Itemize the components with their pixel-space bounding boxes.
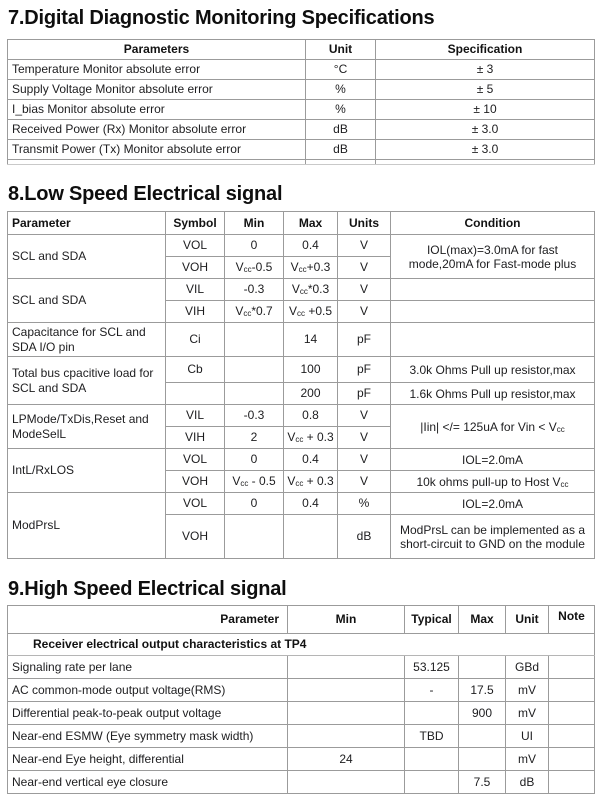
unit-cell: dB <box>306 120 376 140</box>
symbol-cell: VIH <box>166 301 225 323</box>
subsection-label: Receiver electrical output characteristics at TP4 <box>8 634 595 656</box>
spec-cell: ± 3.0 <box>376 140 595 160</box>
min-cell: 2 <box>225 427 284 449</box>
symbol-cell: VOL <box>166 235 225 257</box>
parameter-cell: Total bus cpacitive load for SCL and SDA <box>8 357 166 405</box>
condition-cell: |Iin| </= 125uA for Vin < $V_{cc}$ <box>391 405 595 449</box>
spec-cell: ± 3.0 <box>376 120 595 140</box>
high-speed-table <box>7 605 595 794</box>
min-cell <box>288 702 405 725</box>
clipped-partial-row <box>8 160 595 165</box>
parameter-cell: Supply Voltage Monitor absolute error <box>8 80 306 100</box>
max-cell: 100 <box>284 357 338 383</box>
unit-cell: % <box>306 80 376 100</box>
unit-cell: GBd <box>506 656 549 679</box>
table-row <box>8 80 595 100</box>
symbol-cell: Cb <box>166 357 225 383</box>
min-cell: $V_{cc}*0.7$ <box>225 301 284 323</box>
min-cell <box>288 771 405 794</box>
parameter-cell: Differential peak-to-peak output voltage <box>8 702 288 725</box>
symbol-cell: VOH <box>166 471 225 493</box>
parameter-cell: LPMode/TxDis,Reset and ModeSelL <box>8 405 166 449</box>
section-8-title: 8.Low Speed Electrical signal <box>8 183 283 205</box>
max-cell: 7.5 <box>459 771 506 794</box>
table-row <box>8 60 595 80</box>
col-header-specification: Specification <box>376 40 595 60</box>
table-row <box>8 656 595 679</box>
col-header-parameters: Parameters <box>8 40 306 60</box>
condition-cell: IOL=2.0mA <box>391 493 595 515</box>
unit-cell: dB <box>306 140 376 160</box>
max-cell: 200 <box>284 383 338 405</box>
condition-cell: IOL=2.0mA <box>391 449 595 471</box>
units-cell: dB <box>338 515 391 559</box>
col-header-max: Max <box>459 606 506 634</box>
units-cell: pF <box>338 357 391 383</box>
min-cell <box>288 679 405 702</box>
max-cell: 0.4 <box>284 493 338 515</box>
col-header-min: Min <box>288 606 405 634</box>
unit-cell: mV <box>506 748 549 771</box>
col-header-units: Units <box>338 212 391 235</box>
unit-cell: dB <box>506 771 549 794</box>
units-cell: pF <box>338 383 391 405</box>
unit-cell: % <box>306 100 376 120</box>
empty-cell <box>8 160 306 165</box>
min-cell: $V_{cc} - 0.5$ <box>225 471 284 493</box>
table-subheader-row <box>8 634 595 656</box>
col-header-symbol: Symbol <box>166 212 225 235</box>
max-cell <box>459 725 506 748</box>
max-cell: 14 <box>284 323 338 357</box>
min-cell <box>225 515 284 559</box>
parameter-cell: Capacitance for SCL and SDA I/O pin <box>8 323 166 357</box>
condition-cell <box>391 279 595 301</box>
note-cell <box>549 656 595 679</box>
parameter-cell: Signaling rate per lane <box>8 656 288 679</box>
table-header-row <box>8 40 595 60</box>
col-header-condition: Condition <box>391 212 595 235</box>
table-row <box>8 140 595 160</box>
table-row <box>8 120 595 140</box>
max-cell: 0.4 <box>284 235 338 257</box>
table-row <box>8 357 595 383</box>
units-cell: V <box>338 427 391 449</box>
table-row <box>8 323 595 357</box>
symbol-cell: VOH <box>166 257 225 279</box>
parameter-cell: SCL and SDA <box>8 279 166 323</box>
table-header-row <box>8 606 595 634</box>
unit-cell: mV <box>506 679 549 702</box>
typical-cell: - <box>405 679 459 702</box>
col-header-typical: Typical <box>405 606 459 634</box>
units-cell: pF <box>338 323 391 357</box>
condition-cell: IOL(max)=3.0mA for fast mode,20mA for Fast-mode plus <box>391 235 595 279</box>
table-row <box>8 679 595 702</box>
units-cell: V <box>338 471 391 493</box>
parameter-cell: AC common-mode output voltage(RMS) <box>8 679 288 702</box>
ddm-spec-table <box>7 39 595 165</box>
max-cell: 900 <box>459 702 506 725</box>
parameter-cell: SCL and SDA <box>8 235 166 279</box>
typical-cell <box>405 702 459 725</box>
parameter-cell: Near-end ESMW (Eye symmetry mask width) <box>8 725 288 748</box>
units-cell: V <box>338 279 391 301</box>
col-header-parameter: Parameter <box>8 606 288 634</box>
condition-cell: 10k ohms pull-up to Host $V_{cc}$ <box>391 471 595 493</box>
typical-cell: 53.125 <box>405 656 459 679</box>
parameter-cell: I_bias Monitor absolute error <box>8 100 306 120</box>
col-header-min: Min <box>225 212 284 235</box>
min-cell: 0 <box>225 235 284 257</box>
table-row <box>8 725 595 748</box>
units-cell: V <box>338 257 391 279</box>
section-9-title: 9.High Speed Electrical signal <box>8 578 287 600</box>
max-cell: $V_{cc}+0.3$ <box>284 257 338 279</box>
spec-cell: ± 5 <box>376 80 595 100</box>
col-header-note: Note <box>549 606 595 634</box>
parameter-cell: Received Power (Rx) Monitor absolute error <box>8 120 306 140</box>
table-row <box>8 449 595 471</box>
table-row <box>8 771 595 794</box>
note-cell <box>549 771 595 794</box>
max-cell: $V_{cc}*0.3$ <box>284 279 338 301</box>
parameter-cell: ModPrsL <box>8 493 166 559</box>
units-cell: V <box>338 235 391 257</box>
condition-cell <box>391 323 595 357</box>
spec-cell: ± 10 <box>376 100 595 120</box>
max-cell <box>284 515 338 559</box>
section-7-title: 7.Digital Diagnostic Monitoring Specifications <box>8 7 435 29</box>
table-row <box>8 493 595 515</box>
symbol-cell <box>166 383 225 405</box>
unit-cell: mV <box>506 702 549 725</box>
min-cell <box>225 323 284 357</box>
condition-cell: ModPrsL can be implemented as a short-circuit to GND on the module <box>391 515 595 559</box>
max-cell: $V_{cc} +0.5$ <box>284 301 338 323</box>
table-row <box>8 405 595 427</box>
empty-cell <box>376 160 595 165</box>
min-cell: 0 <box>225 493 284 515</box>
units-cell: V <box>338 405 391 427</box>
note-cell <box>549 748 595 771</box>
parameter-cell: Temperature Monitor absolute error <box>8 60 306 80</box>
note-cell <box>549 702 595 725</box>
condition-cell: 3.0k Ohms Pull up resistor,max <box>391 357 595 383</box>
empty-cell <box>306 160 376 165</box>
unit-cell: UI <box>506 725 549 748</box>
col-header-unit: Unit <box>506 606 549 634</box>
min-cell <box>225 357 284 383</box>
col-header-unit: Unit <box>306 40 376 60</box>
symbol-cell: VOL <box>166 493 225 515</box>
parameter-cell: IntL/RxLOS <box>8 449 166 493</box>
table-row <box>8 235 595 257</box>
max-cell: 0.8 <box>284 405 338 427</box>
min-cell <box>288 725 405 748</box>
table-row <box>8 100 595 120</box>
min-cell: 0 <box>225 449 284 471</box>
min-cell: $V_{cc}-0.5$ <box>225 257 284 279</box>
max-cell: $V_{cc} + 0.3$ <box>284 427 338 449</box>
table-row <box>8 748 595 771</box>
typical-cell <box>405 771 459 794</box>
symbol-cell: VOL <box>166 449 225 471</box>
symbol-cell: VOH <box>166 515 225 559</box>
symbol-cell: VIL <box>166 279 225 301</box>
max-cell <box>459 656 506 679</box>
units-cell: V <box>338 301 391 323</box>
units-cell: % <box>338 493 391 515</box>
table-header-row <box>8 212 595 235</box>
col-header-max: Max <box>284 212 338 235</box>
min-cell: -0.3 <box>225 405 284 427</box>
typical-cell: TBD <box>405 725 459 748</box>
unit-cell: °C <box>306 60 376 80</box>
symbol-cell: VIL <box>166 405 225 427</box>
note-cell <box>549 725 595 748</box>
parameter-cell: Transmit Power (Tx) Monitor absolute error <box>8 140 306 160</box>
min-cell <box>288 656 405 679</box>
max-cell <box>459 748 506 771</box>
condition-cell: 1.6k Ohms Pull up resistor,max <box>391 383 595 405</box>
min-cell: -0.3 <box>225 279 284 301</box>
note-cell <box>549 679 595 702</box>
min-cell: 24 <box>288 748 405 771</box>
typical-cell <box>405 748 459 771</box>
symbol-cell: VIH <box>166 427 225 449</box>
col-header-parameter: Parameter <box>8 212 166 235</box>
parameter-cell: Near-end Eye height, differential <box>8 748 288 771</box>
table-row <box>8 702 595 725</box>
low-speed-table <box>7 211 595 559</box>
parameter-cell: Near-end vertical eye closure <box>8 771 288 794</box>
max-cell: 0.4 <box>284 449 338 471</box>
units-cell: V <box>338 449 391 471</box>
spec-cell: ± 3 <box>376 60 595 80</box>
min-cell <box>225 383 284 405</box>
max-cell: 17.5 <box>459 679 506 702</box>
symbol-cell: Ci <box>166 323 225 357</box>
table-row <box>8 279 595 301</box>
max-cell: $V_{cc} + 0.3$ <box>284 471 338 493</box>
condition-cell <box>391 301 595 323</box>
